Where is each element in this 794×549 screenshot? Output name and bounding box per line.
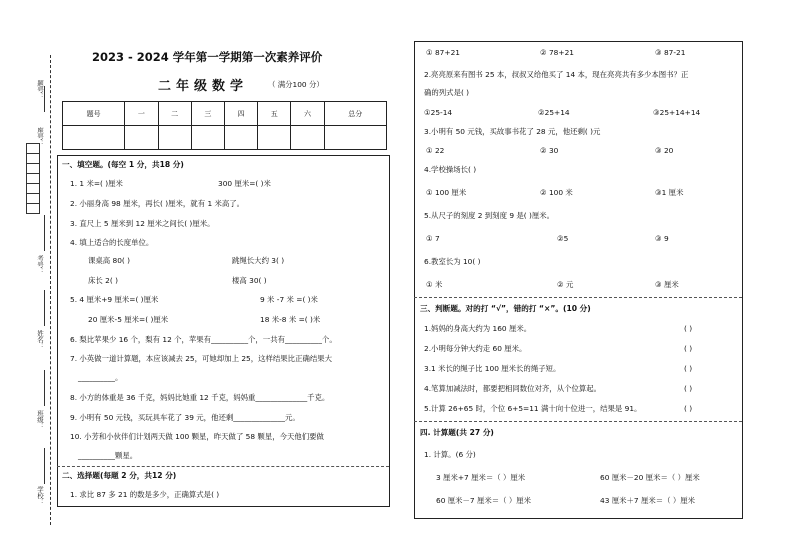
s2-q1-opt3: ③ 87-21: [655, 48, 686, 57]
seat-number-boxes: [26, 143, 40, 213]
s2-q2b: 确的列式是( ): [424, 88, 470, 97]
s2-q3: 3.小明有 50 元钱，买故事书花了 28 元，他还剩( )元: [424, 127, 601, 136]
s1-q4d: 楼高 30( ): [232, 276, 267, 285]
s4-calc-2: 60 厘米－20 厘米＝（ ）厘米: [600, 473, 700, 482]
score-header-cell: 五: [258, 102, 291, 126]
section1-title: 一、填空题。(每空 1 分，共18 分): [62, 160, 184, 169]
s2-q3-opt2: ② 30: [540, 146, 559, 155]
binding-label-school: 学校：: [36, 486, 44, 506]
binding-label-exam-no: 考号：: [36, 255, 44, 275]
s3-item-5: 5.计算 26+65 时，个位 6+5=11 满十向十位进一，结果是 91。: [424, 404, 642, 413]
s2-q6-opt2: ② 元: [557, 280, 574, 289]
full-score-note: （ 满分100 分）: [268, 80, 324, 89]
s1-q5c: 20 厘米-5 厘米=( )厘米: [88, 315, 169, 324]
section3-title: 三、判断题。对的打 “√”，错的打 “×”。(10 分): [420, 304, 591, 313]
s2-q6-opt1: ① 米: [426, 280, 443, 289]
s4-q1: 1. 计算。(6 分): [424, 450, 476, 459]
score-cell[interactable]: [224, 126, 257, 150]
s1-q1b: 300 厘米=( )米: [218, 179, 271, 188]
s4-calc-1: 3 厘米+7 厘米＝（ ）厘米: [436, 473, 526, 482]
score-cell[interactable]: [291, 126, 324, 150]
score-table: [62, 101, 387, 150]
score-cell[interactable]: [324, 126, 386, 150]
score-header-cell: 六: [291, 102, 324, 126]
subject-title: 二年级数学: [158, 79, 249, 94]
s3-item-2: 2.小明每分钟大约走 60 厘米。: [424, 344, 527, 353]
s3-paren-3[interactable]: ( ): [684, 364, 693, 373]
binding-line-name: [44, 290, 45, 326]
score-cell[interactable]: [191, 126, 224, 150]
exam-title: 2023 - 2024 学年第一学期第一次素养评价: [92, 50, 323, 64]
section-divider: [57, 466, 389, 467]
s2-q6: 6.教室长为 10( ): [424, 257, 481, 266]
s3-paren-5[interactable]: ( ): [684, 404, 693, 413]
score-cell[interactable]: [125, 126, 158, 150]
s1-q5a: 5. 4 厘米+9 厘米=( )厘米: [70, 295, 159, 304]
score-header-cell: 三: [191, 102, 224, 126]
s1-q4a: 课桌高 80( ): [88, 256, 131, 265]
s3-item-1: 1.妈妈的身高大约为 160 厘米。: [424, 324, 532, 333]
s2-q6-opt3: ③ 厘米: [655, 280, 679, 289]
s2-q2-opt1: ①25-14: [424, 108, 453, 117]
s1-q7a: 7. 小英做一道计算题，本应该减去 25，可她却加上 25，这样结果比正确结果大: [70, 354, 333, 363]
s2-q1-opt2: ② 78+21: [540, 48, 574, 57]
s4-calc-3: 60 厘米－7 厘米＝（ ）厘米: [436, 496, 532, 505]
s1-q1a: 1. 1 米=( )厘米: [70, 179, 123, 188]
s1-q10b: __________颗星。: [78, 451, 138, 460]
s1-q4b: 跳绳长大约 3( ): [232, 256, 285, 265]
score-header-cell: 四: [224, 102, 257, 126]
score-header-cell: 一: [125, 102, 158, 126]
binding-label-question-no: 题号：: [36, 80, 44, 100]
binding-line-school: [44, 448, 45, 484]
binding-line-exam-no: [44, 215, 45, 251]
s2-q3-opt3: ③ 20: [655, 146, 674, 155]
s2-q4: 4.学校操场长( ): [424, 165, 477, 174]
s2-q2-opt3: ③25+14+14: [653, 108, 701, 117]
s1-q5b: 9 米 -7 米 =( )米: [260, 295, 318, 304]
s2-q2a: 2.亮亮原来有图书 25 本，叔叔又给他买了 14 本，现在亮亮共有多少本图书？正: [424, 70, 689, 79]
binding-dashed-line: [50, 55, 51, 525]
binding-line-class: [44, 370, 45, 406]
binding-line-top: [44, 86, 45, 112]
s2-q4-opt2: ② 100 米: [540, 188, 573, 197]
binding-label-name: 姓名：: [36, 330, 44, 350]
s1-q5d: 18 米-8 米 =( )米: [260, 315, 321, 324]
score-cell[interactable]: [258, 126, 291, 150]
s2-q4-opt3: ③1 厘米: [655, 188, 684, 197]
s1-q9: 9. 小明有 50 元钱，买玩具车花了 39 元，他还剩______________元。: [70, 413, 300, 422]
s1-q3: 3. 直尺上 5 厘米到 12 厘米之间长( )厘米。: [70, 219, 215, 228]
binding-label-class: 班级：: [36, 410, 44, 430]
s3-paren-4[interactable]: ( ): [684, 384, 693, 393]
s2-q1: 1. 求比 87 多 21 的数是多少，正确算式是( ): [70, 490, 220, 499]
s1-q2: 2. 小丽身高 98 厘米，再长( )厘米，就有 1 米高了。: [70, 199, 245, 208]
score-cell[interactable]: [158, 126, 191, 150]
s2-q5-opt3: ③ 9: [655, 234, 669, 243]
section4-title: 四. 计算题(共 27 分): [420, 428, 494, 437]
s1-q4: 4. 填上适合的长度单位。: [70, 238, 154, 247]
s1-q4c: 床长 2( ): [88, 276, 118, 285]
s1-q6: 6. 梨比苹果少 16 个，梨有 12 个，苹果有__________个，一共有__________个。: [70, 335, 337, 344]
s4-calc-4: 43 厘米＋7 厘米＝（ ）厘米: [600, 496, 696, 505]
section2-title: 二、选择题(每题 2 分，共12 分): [62, 471, 177, 480]
section-divider: [414, 421, 742, 422]
s2-q4-opt1: ① 100 厘米: [426, 188, 467, 197]
s3-paren-1[interactable]: ( ): [684, 324, 693, 333]
s2-q5: 5.从尺子的刻度 2 到刻度 9 是( )厘米。: [424, 211, 555, 220]
s2-q5-opt2: ②5: [557, 234, 569, 243]
s2-q2-opt2: ②25+14: [538, 108, 570, 117]
s1-q7b: __________。: [78, 373, 123, 382]
score-header-cell: 二: [158, 102, 191, 126]
s3-paren-2[interactable]: ( ): [684, 344, 693, 353]
s1-q8: 8. 小方的体重是 36 千克，妈妈比她重 12 千克，妈妈重______________千克。: [70, 393, 330, 402]
s3-item-4: 4.笔算加减法时，都要把相同数位对齐，从个位算起。: [424, 384, 602, 393]
score-header-cell: 题号: [63, 102, 125, 126]
section-divider: [414, 297, 742, 298]
score-cell[interactable]: [63, 126, 125, 150]
s2-q3-opt1: ① 22: [426, 146, 445, 155]
binding-label-seat: 座号：: [36, 127, 44, 147]
s2-q1-opt1: ① 87+21: [426, 48, 460, 57]
s1-q10a: 10. 小芳和小伙伴们计划两天做 100 颗星，昨天做了 58 颗星，今天他们要做: [70, 432, 324, 441]
score-header-cell: 总分: [324, 102, 386, 126]
s3-item-3: 3.1 米长的绳子比 100 厘米长的绳子短。: [424, 364, 561, 373]
s2-q5-opt1: ① 7: [426, 234, 440, 243]
